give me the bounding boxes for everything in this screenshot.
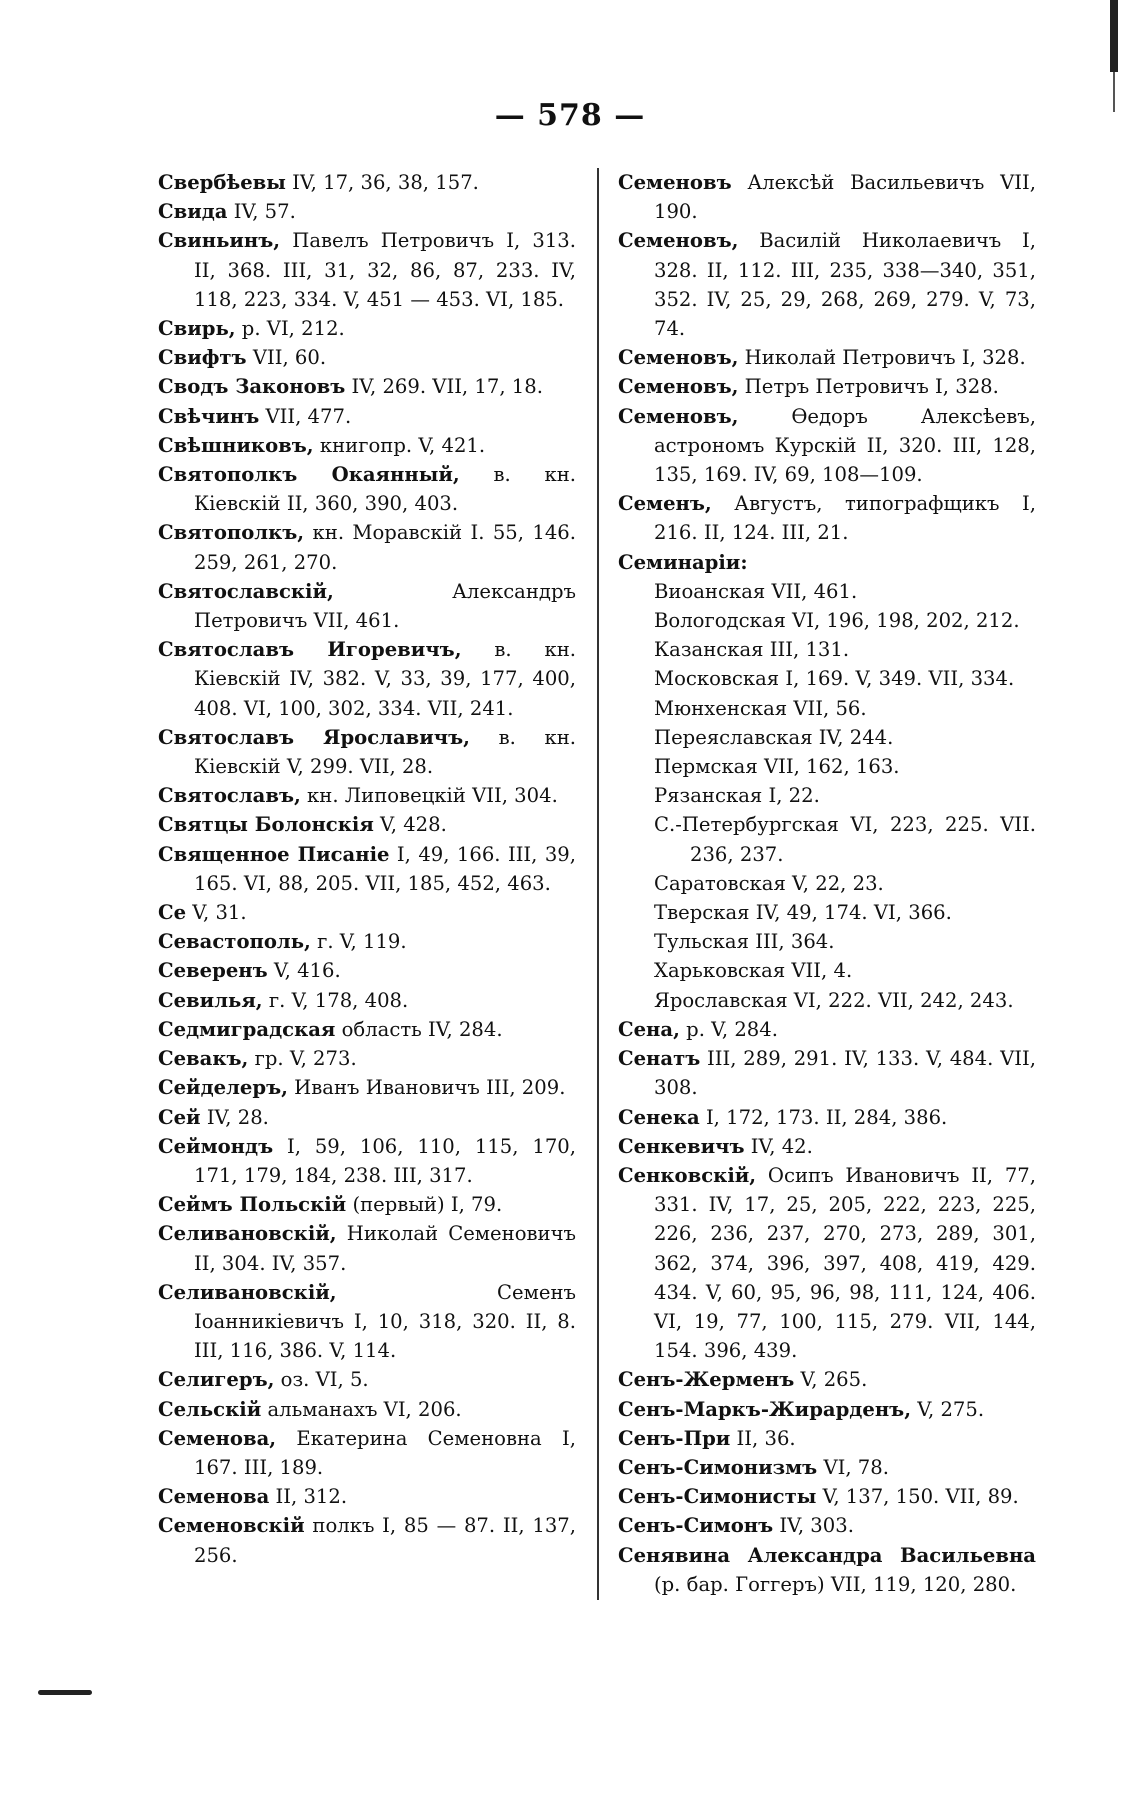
index-entry-heading: Святополкъ, [158,521,305,545]
index-entry-refs: альманахъ VI, 206. [261,1397,462,1421]
index-entry-refs: Ярославская VI, 222. VII, 242, 243. [654,988,1014,1012]
index-entry-refs: область IV, 284. [335,1017,503,1041]
index-entry-refs: Вологодская VI, 196, 198, 202, 212. [654,609,1020,633]
index-entry-refs: кн. Липовецкій VII, 304. [300,784,558,808]
index-entry-heading: Семеновъ, [618,404,739,428]
index-entry-refs: Виоанская VII, 461. [654,579,858,603]
index-entry-heading: Свиньинъ, [158,229,281,253]
index-entry [158,1103,576,1132]
index-entry-refs: Саратовская V, 22, 23. [654,871,884,895]
index-entry-refs: оз. VI, 5. [274,1368,369,1392]
index-entry-refs: Семенъ Іоанникіевичъ I, 10, 318, 320. II, 8. III, 116, 386. V, 114. [194,1280,576,1363]
index-entry-refs: Московская I, 169. V, 349. VII, 334. [654,667,1015,691]
index-entry-heading: Селивановскій, [158,1280,337,1304]
index-entry-refs: I, 172, 173. II, 284, 386. [699,1105,948,1129]
index-entry-heading: Седмиградская [158,1017,336,1041]
index-entry [618,606,1036,635]
index-entry-refs: V, 265. [794,1368,868,1392]
index-entry [618,548,1036,577]
index-entry [618,168,1036,226]
index-entry [158,1015,576,1044]
index-entry-refs: кн. Моравскій I. 55, 146. 259, 261, 270. [194,521,576,574]
index-entry-heading: Семеновскій [158,1514,305,1538]
page-number: — 578 — [494,98,646,133]
index-entry [618,577,1036,606]
index-column-left [158,168,576,1570]
index-entry-heading: Свѣчинъ [158,404,260,428]
index-entry-heading: Сенъ-Симонисты [618,1485,817,1509]
index-entry-refs: р. VI, 212. [235,317,345,341]
index-entry-refs: в. кн. Кіевскій II, 360, 390, 403. [194,463,576,516]
index-entry [158,986,576,1015]
index-entry [158,840,576,898]
index-entry [618,956,1036,985]
index-entry-heading: Семинаріи: [618,550,748,574]
index-entry-refs: III, 289, 291. IV, 133. V, 484. VII, 308. [654,1047,1036,1100]
index-entry [158,431,576,460]
index-entry-refs: Иванъ Ивановичъ III, 209. [287,1076,566,1100]
index-entry [158,372,576,401]
index-entry-refs: IV, 28. [200,1105,269,1129]
index-entry-heading: Семеновъ, [618,375,739,399]
index-entry [158,314,576,343]
index-entry [618,1482,1036,1511]
index-entry [618,810,1036,868]
index-entry [618,898,1036,927]
index-entry-refs: Тверская IV, 49, 174. VI, 366. [654,901,952,925]
index-entry-refs: VII, 60. [246,346,327,370]
index-entry-heading: Селигеръ, [158,1368,275,1392]
index-entry-refs: Харьковская VII, 4. [654,959,853,983]
index-entry-heading: Сельскій [158,1397,262,1421]
index-entry-refs: Петръ Петровичъ I, 328. [738,375,999,399]
index-entry [618,635,1036,664]
index-entry-refs: Василій Николаевичъ I, 328. II, 112. III, 235, 338—340, 351, 352. IV, 25, 29, 268, 269, 279. V, 73, 74. [654,229,1036,341]
index-entry-refs: р. V, 284. [679,1017,778,1041]
index-entry-heading: Семенова [158,1485,270,1509]
index-entry-refs: Павелъ Петровичъ I, 313. II, 368. III, 31, 32, 86, 87, 233. IV, 118, 223, 334. V, 451 — 453. VI, 185. [194,229,576,311]
index-entry [618,402,1036,490]
index-entry-heading: Святославскій, [158,579,334,603]
index-entry-refs: (р. бар. Гоггеръ) VII, 119, 120, 280. [654,1572,1017,1596]
index-entry [618,1453,1036,1482]
index-entry-heading: Свифтъ [158,346,247,370]
page-edge-mark [1110,0,1118,72]
index-entry-refs: Августъ, типографщикъ I, 216. II, 124. III, 21. [654,492,1036,545]
index-entry-heading: Сенека [618,1105,700,1129]
index-entry-heading: Свида [158,200,228,224]
index-entry-refs: Тульская III, 364. [654,930,835,954]
index-entry [158,1424,576,1482]
index-entry-refs: V, 137, 150. VII, 89. [816,1485,1019,1509]
index-entry-heading: Сей [158,1105,201,1129]
index-entry-heading: Сенъ-Маркъ-Жирарденъ, [618,1397,912,1421]
index-entry-refs: в. кн. Кіевскій IV, 382. V, 33, 39, 177, 400, 408. VI, 100, 302, 334. VII, 241. [194,638,576,720]
index-entry-heading: Сенкевичъ [618,1134,745,1158]
index-entry-refs: Александръ Петровичъ VII, 461. [194,579,576,633]
index-entry [158,343,576,372]
index-entry-heading: Сенковскій, [618,1163,757,1187]
index-entry-heading: Сеймондъ [158,1134,274,1158]
index-entry [158,1132,576,1190]
index-entry [618,1395,1036,1424]
index-entry-heading: Севилья, [158,988,263,1012]
index-entry-refs: книгопр. V, 421. [313,433,486,457]
index-entry-heading: Сенъ-Жерменъ [618,1368,795,1392]
index-entry-refs: (первый) I, 79. [346,1193,503,1217]
index-entry-heading: Севакъ, [158,1047,249,1071]
index-entry-heading: Семеновъ [618,171,732,194]
index-entry-heading: Сенявина Александра Васильевна [618,1543,1036,1567]
index-entry-refs: полкъ I, 85 — 87. II, 137, 256. [194,1514,576,1567]
index-entry-refs: VI, 78. [817,1455,889,1479]
index-entry [618,927,1036,956]
index-entry-refs: Алексѣй Васильевичъ VII, 190. [654,171,1036,224]
index-entry [158,1073,576,1102]
index-entry-refs: в. кн. Кіевскій V, 299. VII, 28. [194,725,576,779]
index-entry [618,752,1036,781]
index-entry-refs: Переяславская IV, 244. [654,725,894,749]
index-entry-heading: Семенова, [158,1426,277,1450]
index-entry [158,402,576,431]
index-entry [618,343,1036,372]
index-entry-heading: Сенъ-Симонъ [618,1514,774,1538]
index-entry [618,226,1036,343]
index-entry-heading: Северенъ [158,959,268,983]
index-entry [618,1511,1036,1540]
index-entry-refs: V, 275. [911,1397,985,1421]
index-entry-refs: IV, 17, 36, 38, 157. [285,171,479,194]
index-entry [158,635,576,723]
index-entry-refs: II, 312. [269,1485,348,1509]
index-entry [158,1190,576,1219]
index-entry-refs: Николай Петровичъ I, 328. [738,346,1026,370]
index-entry [618,986,1036,1015]
index-entry-refs: IV, 303. [773,1514,854,1538]
index-entry-heading: Святославъ Ярославичъ, [158,725,470,749]
index-entry [618,1365,1036,1394]
index-entry [158,1219,576,1277]
index-entry-refs: IV, 42. [744,1134,813,1158]
index-entry-refs: IV, 269. VII, 17, 18. [345,375,543,399]
index-entry-refs: Мюнхенская VII, 56. [654,696,867,720]
ink-blot [38,1690,92,1695]
index-entry [158,1395,576,1424]
index-column-right [618,168,1036,1599]
index-entry-heading: Сеймъ Польскій [158,1193,347,1217]
index-entry [158,723,576,781]
index-entry [158,810,576,839]
index-entry [158,518,576,576]
index-entry-refs: Казанская III, 131. [654,638,850,662]
index-entry-heading: Севастополь, [158,930,311,954]
index-entry-refs: г. V, 119. [310,930,407,954]
index-entry-heading: Сейделеръ, [158,1076,288,1100]
index-entry-refs: VII, 477. [259,404,352,428]
index-entry-heading: Семеновъ, [618,346,739,370]
index-entry [158,1278,576,1366]
index-entry-refs: Екатерина Семеновна I, 167. III, 189. [194,1426,576,1479]
index-entry-heading: Сенъ-При [618,1426,731,1450]
index-entry [618,664,1036,693]
index-entry-refs: V, 31. [186,901,247,925]
index-entry-refs: Осипъ Ивановичъ II, 77, 331. IV, 17, 25, 205, 222, 223, 225, 226, 236, 237, 270, 273, 289, 301, 362, 374, 396, 397, 408, 419, 429. 434. V, 60, 95, 96, 98, 111, 124, 406. VI, 19, 77, 100, 115, 279. VII, 144, 154. 396, 439. [654,1163,1036,1363]
index-entry-heading: Се [158,901,187,925]
index-entry-heading: Святополкъ Окаянный, [158,463,460,487]
index-entry-refs: Ѳедоръ Алексѣевъ, астрономъ Курскій II, 320. III, 128, 135, 169. IV, 69, 108—109. [654,404,1036,487]
index-entry-heading: Сенъ-Симонизмъ [618,1455,818,1479]
index-entry [618,1541,1036,1599]
index-entry-refs: Николай Семеновичъ II, 304. IV, 357. [194,1222,576,1275]
index-entry-refs: II, 36. [730,1426,796,1450]
index-entry-refs: гр. V, 273. [248,1047,357,1071]
index-entry-heading: Семеновъ, [618,229,739,253]
index-entry-heading: Свѣшниковъ, [158,433,314,457]
index-entry-heading: Святославъ Игоревичъ, [158,638,462,662]
index-entry-refs: IV, 57. [227,200,296,224]
index-entry [618,1132,1036,1161]
index-entry [618,489,1036,547]
index-entry-refs: V, 428. [373,813,447,837]
index-entry [158,1482,576,1511]
index-entry [158,1044,576,1073]
index-entry [158,226,576,314]
index-entry-heading: Семенъ, [618,492,712,516]
index-entry-heading: Селивановскій, [158,1222,337,1246]
index-entry-heading: Сена, [618,1017,680,1041]
index-entry [618,723,1036,752]
index-entry-heading: Сенатъ [618,1047,701,1071]
index-entry [618,1424,1036,1453]
index-entry-refs: г. V, 178, 408. [262,988,409,1012]
index-entry-refs: I, 49, 166. III, 39, 165. VI, 88, 205. VII, 185, 452, 463. [194,842,576,895]
index-entry [158,898,576,927]
index-entry [158,460,576,518]
index-entry-heading: Святославъ, [158,784,301,808]
index-entry [618,1015,1036,1044]
index-entry [158,1365,576,1394]
index-entry-heading: Сводъ Законовъ [158,375,346,399]
index-entry [618,372,1036,401]
index-entry [618,1103,1036,1132]
index-entry [158,577,576,635]
index-entry [158,956,576,985]
index-entry-heading: Святцы Болонскія [158,813,374,837]
index-entry-heading: Свербѣевы [158,171,286,194]
index-entry-heading: Свирь, [158,317,236,341]
index-entry [618,869,1036,898]
index-entry-refs: I, 59, 106, 110, 115, 170, 171, 179, 184, 238. III, 317. [194,1134,576,1187]
index-entry-refs: Пермская VII, 162, 163. [654,755,900,779]
index-entry [618,781,1036,810]
index-entry [158,781,576,810]
index-entry-refs: V, 416. [267,959,341,983]
index-entry [618,1044,1036,1102]
index-entry-refs: С.-Петербургская VI, 223, 225. VII. 236, 237. [654,813,1036,866]
index-entry [158,1511,576,1569]
index-entry [618,694,1036,723]
index-entry-refs: Рязанская I, 22. [654,784,820,808]
column-divider [597,168,599,1600]
index-entry [158,927,576,956]
index-entry-heading: Священное Писаніе [158,842,390,866]
index-entry [158,197,576,226]
index-entry [618,1161,1036,1365]
index-entry [158,168,576,197]
